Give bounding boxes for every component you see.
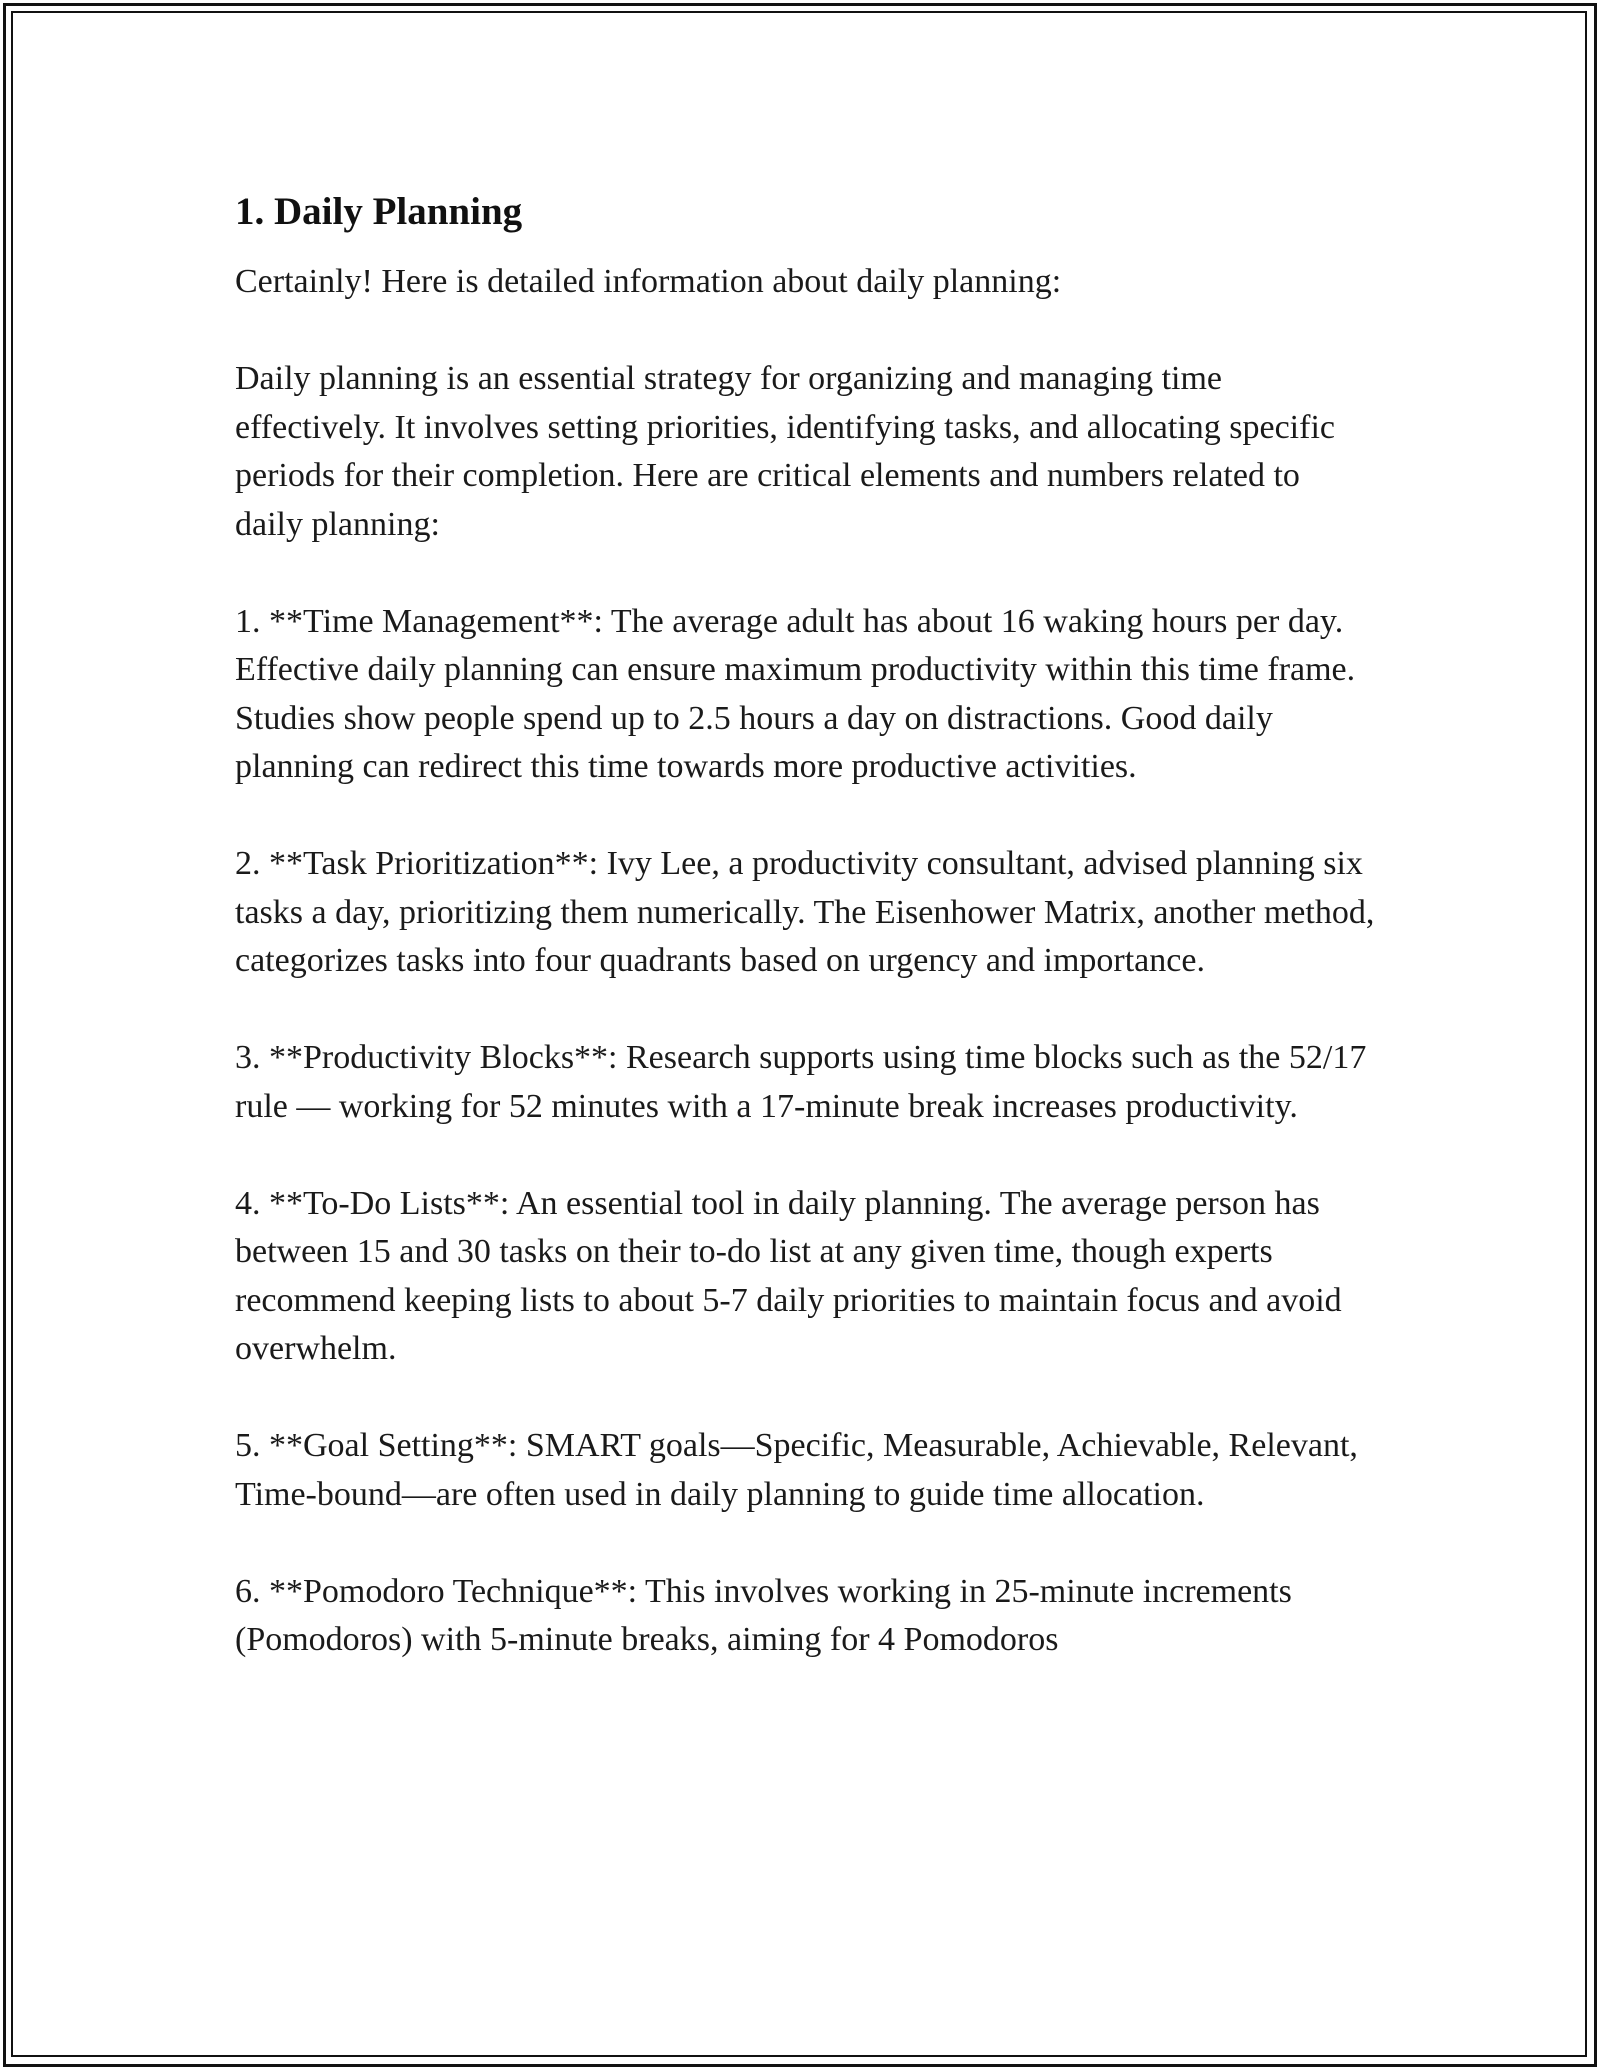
document-body xyxy=(235,186,1375,1665)
productivity-blocks-paragraph: 3. **Productivity Blocks**: Research supports using time blocks such as the 52/17 rule — working for 52 minutes with a 17-minute break increases productivity. xyxy=(235,1039,1367,1125)
todo-lists-paragraph: 4. **To-Do Lists**: An essential tool in daily planning. The average person has between 15 and 30 tasks on their to-do list at any given time, though experts recommend keeping lists to about 5-7 daily priorities to maintain focus and avoid overwhelm. xyxy=(235,1184,1342,1367)
pomodoro-paragraph: 6. **Pomodoro Technique**: This involves working in 25-minute increments (Pomodoros) with 5-minute breaks, aiming for 4 Pomodoros xyxy=(235,1572,1292,1658)
goal-setting-paragraph: 5. **Goal Setting**: SMART goals—Specific, Measurable, Achievable, Relevant, Time-bound—are often used in daily planning to guide time allocation. xyxy=(235,1427,1358,1513)
section-heading: 1. Daily Planning xyxy=(235,190,523,233)
intro-paragraph: Certainly! Here is detailed information about daily planning: xyxy=(235,263,1062,300)
time-management-paragraph: 1. **Time Management**: The average adult has about 16 waking hours per day. Effective daily planning can ensure maximum productivity within this time frame. Studies show people spend up to 2.5 hours a day on distractions. Good daily planning can redirect this time towards more productive activities. xyxy=(235,602,1356,785)
overview-paragraph: Daily planning is an essential strategy for organizing and managing time effectively. It involves setting priorities, identifying tasks, and allocating specific periods for their completion. Here are critical elements and numbers related to daily planning: xyxy=(235,360,1335,543)
task-prioritization-paragraph: 2. **Task Prioritization**: Ivy Lee, a productivity consultant, advised planning six tasks a day, prioritizing them numerically. The Eisenhower Matrix, another method, categorizes tasks into four quadrants based on urgency and importance. xyxy=(235,845,1375,979)
